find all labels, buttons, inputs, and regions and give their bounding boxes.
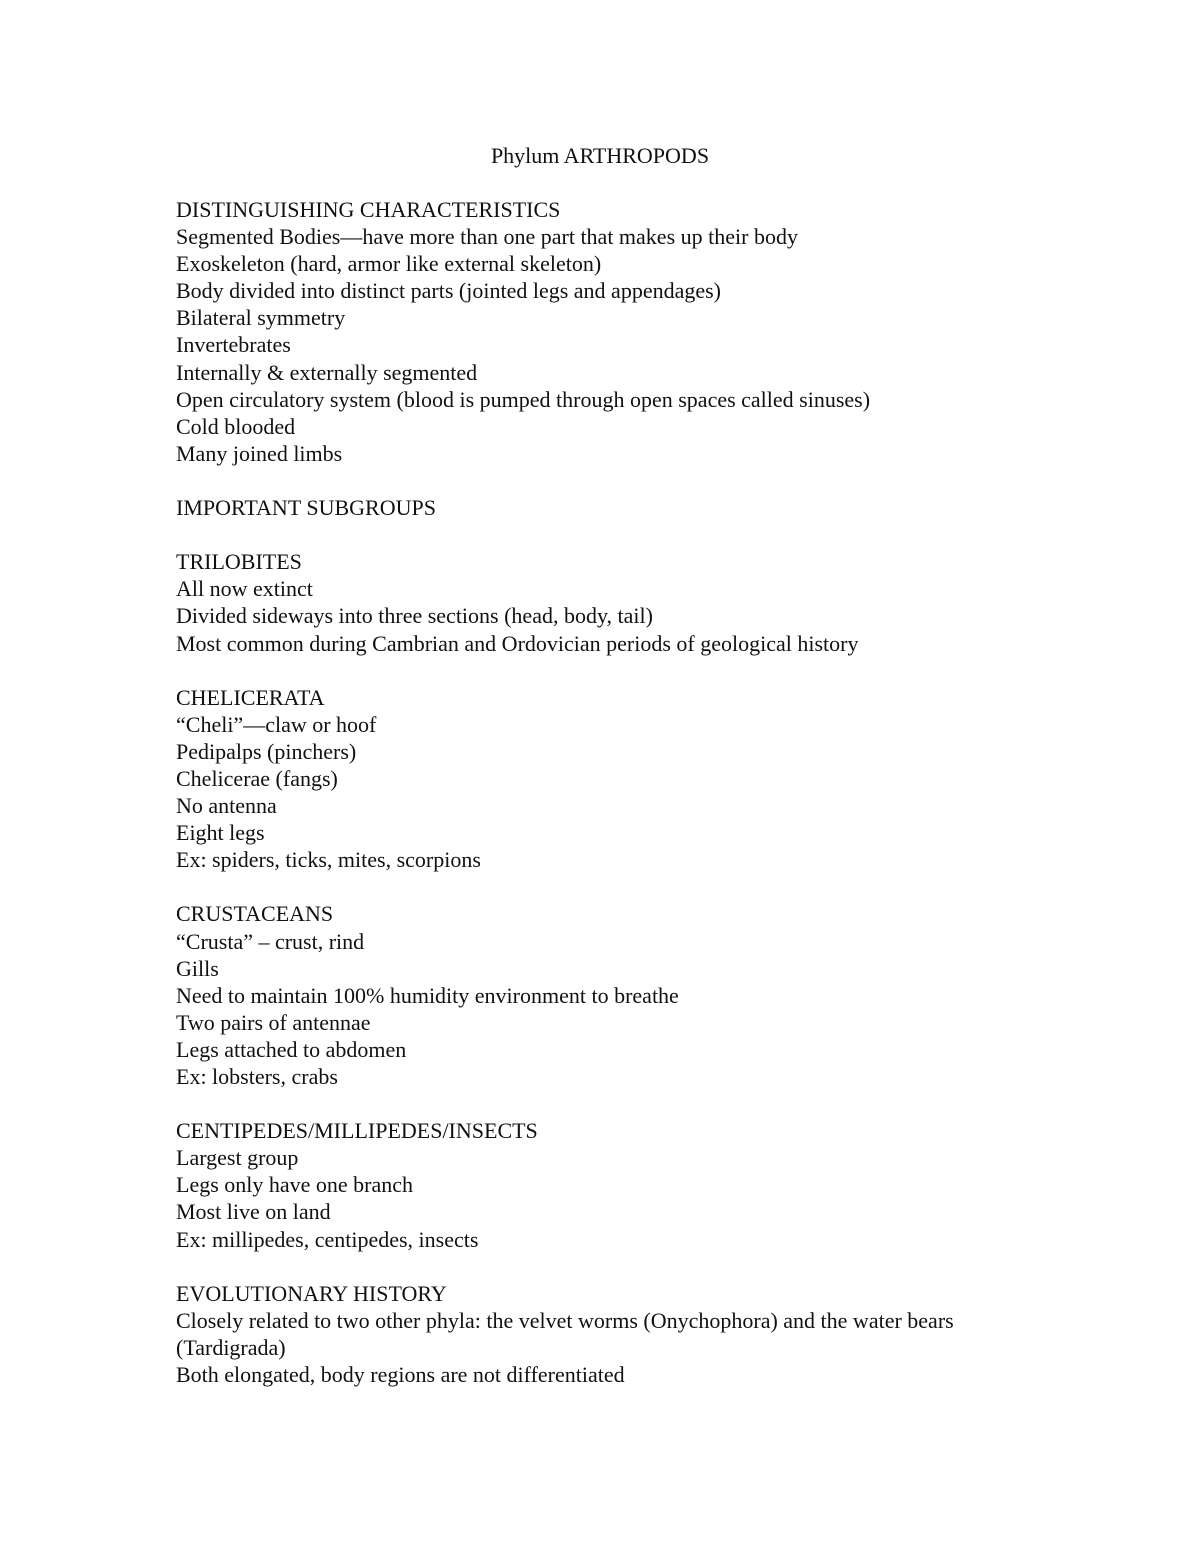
text-line: Bilateral symmetry — [176, 305, 346, 331]
document-body — [176, 196, 1026, 1415]
text-line: Chelicerae (fangs) — [176, 765, 338, 791]
line-list — [176, 711, 1026, 874]
text-line: Ex: millipedes, centipedes, insects — [176, 1226, 479, 1252]
text-line: Most common during Cambrian and Ordovician periods of geological history — [176, 630, 859, 656]
text-line: Gills — [176, 955, 219, 981]
text-line: Many joined limbs — [176, 440, 343, 466]
section-evolutionary-history — [176, 1280, 1026, 1388]
section-heading: TRILOBITES — [176, 549, 302, 575]
text-line: Invertebrates — [176, 332, 291, 358]
section-heading: CRUSTACEANS — [176, 901, 334, 927]
text-line: Ex: lobsters, crabs — [176, 1064, 338, 1089]
section-chelicerata — [176, 684, 1026, 874]
text-line: Pedipalps (pinchers) — [176, 738, 357, 764]
section-crustaceans — [176, 900, 1026, 1090]
text-line: Most live on land — [176, 1199, 331, 1225]
line-list — [176, 1144, 1026, 1252]
text-line: Need to maintain 100% humidity environment to breathe — [176, 982, 679, 1008]
text-line: Two pairs of antennae — [176, 1009, 371, 1035]
text-line: Eight legs — [176, 820, 265, 846]
text-line: Open circulatory system (blood is pumped through open spaces called sinuses) — [176, 386, 871, 412]
line-list — [176, 575, 1026, 656]
section-heading: DISTINGUISHING CHARACTERISTICS — [176, 197, 561, 222]
section-heading: CENTIPEDES/MILLIPEDES/INSECTS — [176, 1118, 538, 1144]
text-line: “Cheli”—claw or hoof — [176, 711, 377, 737]
section-important-subgroups — [176, 494, 1026, 521]
text-line: Internally & externally segmented — [176, 359, 478, 385]
text-line: Divided sideways into three sections (head, body, tail) — [176, 603, 653, 629]
line-list — [176, 928, 1026, 1091]
section-heading: EVOLUTIONARY HISTORY — [176, 1280, 447, 1306]
text-line: “Crusta” – crust, rind — [176, 928, 365, 954]
text-line: No antenna — [176, 793, 277, 819]
text-line: Cold blooded — [176, 413, 296, 439]
text-line: Body divided into distinct parts (jointed legs and appendages) — [176, 278, 722, 304]
text-line: Legs attached to abdomen — [176, 1036, 407, 1062]
page-title: Phylum ARTHROPODS — [490, 143, 710, 168]
section-heading: IMPORTANT SUBGROUPS — [176, 495, 436, 521]
section-trilobites — [176, 548, 1026, 656]
text-line: Legs only have one branch — [176, 1172, 414, 1198]
text-line: Both elongated, body regions are not differentiated — [176, 1362, 625, 1388]
section-heading: CHELICERATA — [176, 684, 325, 710]
text-line: Exoskeleton (hard, armor like external skeleton) — [176, 251, 602, 277]
text-line: Ex: spiders, ticks, mites, scorpions — [176, 847, 481, 873]
line-list — [176, 223, 1026, 467]
section-centipedes-millipedes-insects — [176, 1117, 1026, 1252]
text-line: Largest group — [176, 1145, 299, 1171]
text-line: Closely related to two other phyla: the velvet worms (Onychophora) and the water bears (Tardigrada) — [176, 1307, 954, 1360]
section-distinguishing-characteristics — [176, 196, 1026, 467]
text-line: Segmented Bodies—have more than one part that makes up their body — [176, 224, 798, 250]
text-line: All now extinct — [176, 576, 313, 602]
line-list — [176, 1307, 1026, 1388]
